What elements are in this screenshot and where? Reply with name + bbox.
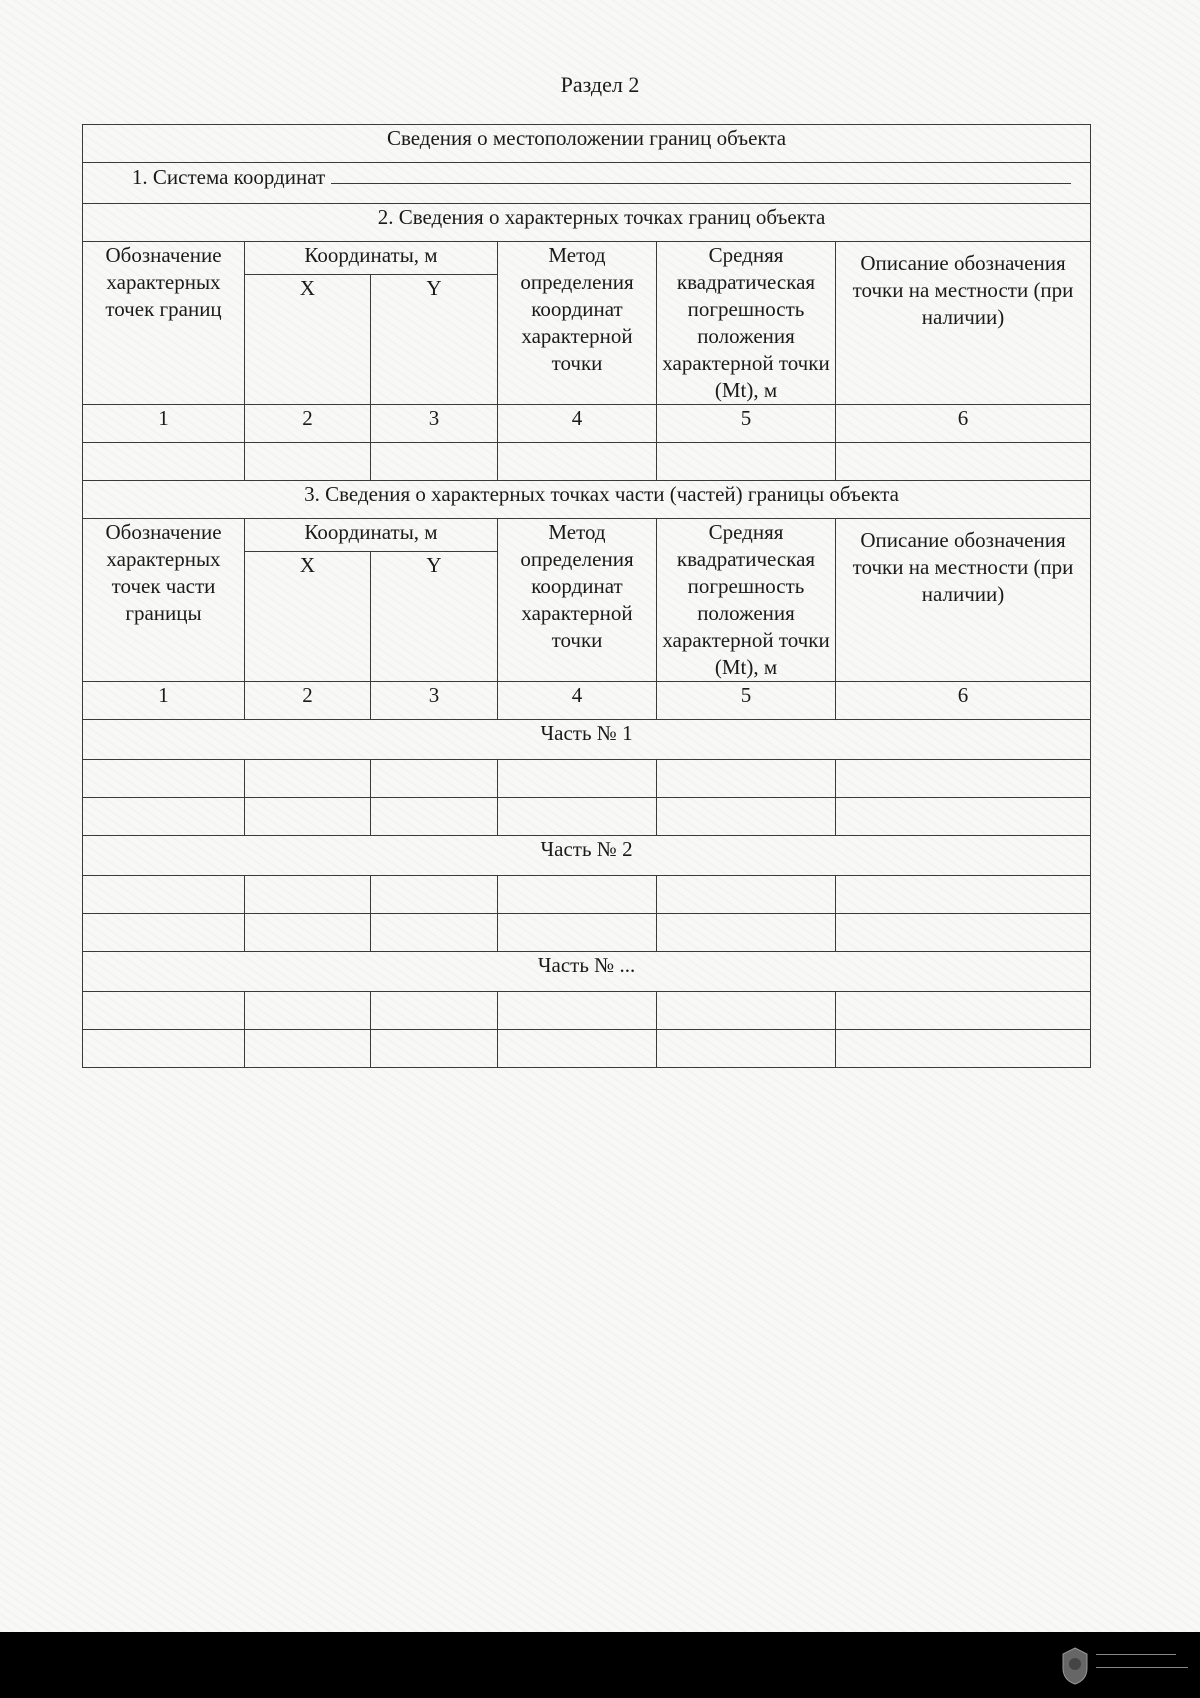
empty-cell bbox=[836, 914, 1091, 952]
empty-data-row bbox=[83, 760, 1091, 798]
part-1-label: Часть № 1 bbox=[83, 720, 1091, 760]
part-1-row bbox=[83, 720, 1091, 760]
empty-cell bbox=[498, 798, 657, 836]
header-description: Описание обозначения точки на местности (при наличии) bbox=[836, 242, 1091, 405]
header-y: Y bbox=[371, 275, 498, 405]
empty-cell bbox=[498, 760, 657, 798]
empty-cell bbox=[245, 914, 371, 952]
scan-bottom-bar bbox=[0, 1632, 1200, 1698]
table-title: Сведения о местоположении границ объекта bbox=[83, 125, 1091, 163]
column-numbers-row-2 bbox=[83, 405, 1091, 443]
coord-system-label: 1. Система координат bbox=[131, 165, 326, 189]
col-number: 1 bbox=[83, 682, 245, 720]
part-n-label: Часть № ... bbox=[83, 952, 1091, 992]
empty-cell bbox=[83, 992, 245, 1030]
header-x: X bbox=[245, 275, 371, 405]
empty-cell bbox=[498, 443, 657, 481]
part-n-row bbox=[83, 952, 1091, 992]
empty-cell bbox=[245, 992, 371, 1030]
empty-cell bbox=[836, 798, 1091, 836]
header-x: X bbox=[245, 552, 371, 682]
col-number: 5 bbox=[657, 405, 836, 443]
subsection-2-title: 2. Сведения о характерных точках границ объекта bbox=[83, 204, 1091, 242]
empty-cell bbox=[245, 798, 371, 836]
empty-cell bbox=[83, 443, 245, 481]
part-2-row bbox=[83, 836, 1091, 876]
empty-data-row bbox=[83, 1030, 1091, 1068]
boundary-table bbox=[82, 124, 1091, 1068]
col-number: 3 bbox=[371, 405, 498, 443]
header-part-point-designation: Обозначение характерных точек части границы bbox=[83, 519, 245, 682]
section-title: Раздел 2 bbox=[560, 72, 640, 97]
col-number: 2 bbox=[245, 682, 371, 720]
empty-cell bbox=[371, 1030, 498, 1068]
empty-cell bbox=[245, 443, 371, 481]
table-title-row bbox=[83, 125, 1091, 163]
header-point-designation: Обозначение характерных точек границ bbox=[83, 242, 245, 405]
empty-cell bbox=[836, 760, 1091, 798]
empty-cell bbox=[657, 914, 836, 952]
empty-cell bbox=[657, 760, 836, 798]
watermark-text bbox=[1096, 1650, 1196, 1674]
empty-cell bbox=[836, 876, 1091, 914]
coord-system-cell bbox=[83, 163, 1091, 204]
col-number: 6 bbox=[836, 682, 1091, 720]
empty-data-row bbox=[83, 876, 1091, 914]
col-number: 1 bbox=[83, 405, 245, 443]
empty-cell bbox=[83, 876, 245, 914]
col-number: 5 bbox=[657, 682, 836, 720]
empty-cell bbox=[657, 876, 836, 914]
header-mean-error: Средняя квадратическая погрешность положения характерной точки (Mt), м bbox=[657, 519, 836, 682]
header-row-3a bbox=[83, 519, 1091, 552]
empty-data-row bbox=[83, 914, 1091, 952]
header-coordinates: Координаты, м bbox=[245, 519, 498, 552]
empty-cell bbox=[83, 1030, 245, 1068]
subsection-3-row bbox=[83, 481, 1091, 519]
empty-cell bbox=[371, 760, 498, 798]
empty-cell bbox=[657, 992, 836, 1030]
part-2-label: Часть № 2 bbox=[83, 836, 1091, 876]
empty-cell bbox=[836, 992, 1091, 1030]
empty-cell bbox=[498, 876, 657, 914]
coord-system-row bbox=[83, 163, 1091, 204]
empty-cell bbox=[836, 443, 1091, 481]
empty-data-row bbox=[83, 992, 1091, 1030]
empty-cell bbox=[83, 914, 245, 952]
empty-cell bbox=[498, 1030, 657, 1068]
header-y: Y bbox=[371, 552, 498, 682]
col-number: 4 bbox=[498, 405, 657, 443]
empty-data-row bbox=[83, 443, 1091, 481]
header-mean-error: Средняя квадратическая погрешность положения характерной точки (Mt), м bbox=[657, 242, 836, 405]
col-number: 6 bbox=[836, 405, 1091, 443]
empty-cell bbox=[245, 760, 371, 798]
subsection-3-title: 3. Сведения о характерных точках части (частей) границы объекта bbox=[83, 481, 1091, 519]
col-number: 3 bbox=[371, 682, 498, 720]
empty-cell bbox=[657, 443, 836, 481]
empty-cell bbox=[371, 798, 498, 836]
header-method: Метод определения координат характерной точки bbox=[498, 519, 657, 682]
empty-cell bbox=[245, 1030, 371, 1068]
header-coordinates: Координаты, м bbox=[245, 242, 498, 275]
header-method: Метод определения координат характерной точки bbox=[498, 242, 657, 405]
col-number: 4 bbox=[498, 682, 657, 720]
empty-cell bbox=[498, 992, 657, 1030]
coord-system-fill-line bbox=[331, 163, 1071, 184]
col-number: 2 bbox=[245, 405, 371, 443]
header-row-2a bbox=[83, 242, 1091, 275]
empty-cell bbox=[836, 1030, 1091, 1068]
column-numbers-row-3 bbox=[83, 682, 1091, 720]
empty-cell bbox=[498, 914, 657, 952]
coat-of-arms-icon bbox=[1060, 1646, 1090, 1686]
empty-cell bbox=[371, 876, 498, 914]
empty-cell bbox=[83, 798, 245, 836]
empty-cell bbox=[245, 876, 371, 914]
empty-data-row bbox=[83, 798, 1091, 836]
subsection-2-row bbox=[83, 204, 1091, 242]
empty-cell bbox=[657, 798, 836, 836]
empty-cell bbox=[371, 914, 498, 952]
empty-cell bbox=[371, 992, 498, 1030]
header-description: Описание обозначения точки на местности (при наличии) bbox=[836, 519, 1091, 682]
empty-cell bbox=[371, 443, 498, 481]
empty-cell bbox=[657, 1030, 836, 1068]
empty-cell bbox=[83, 760, 245, 798]
